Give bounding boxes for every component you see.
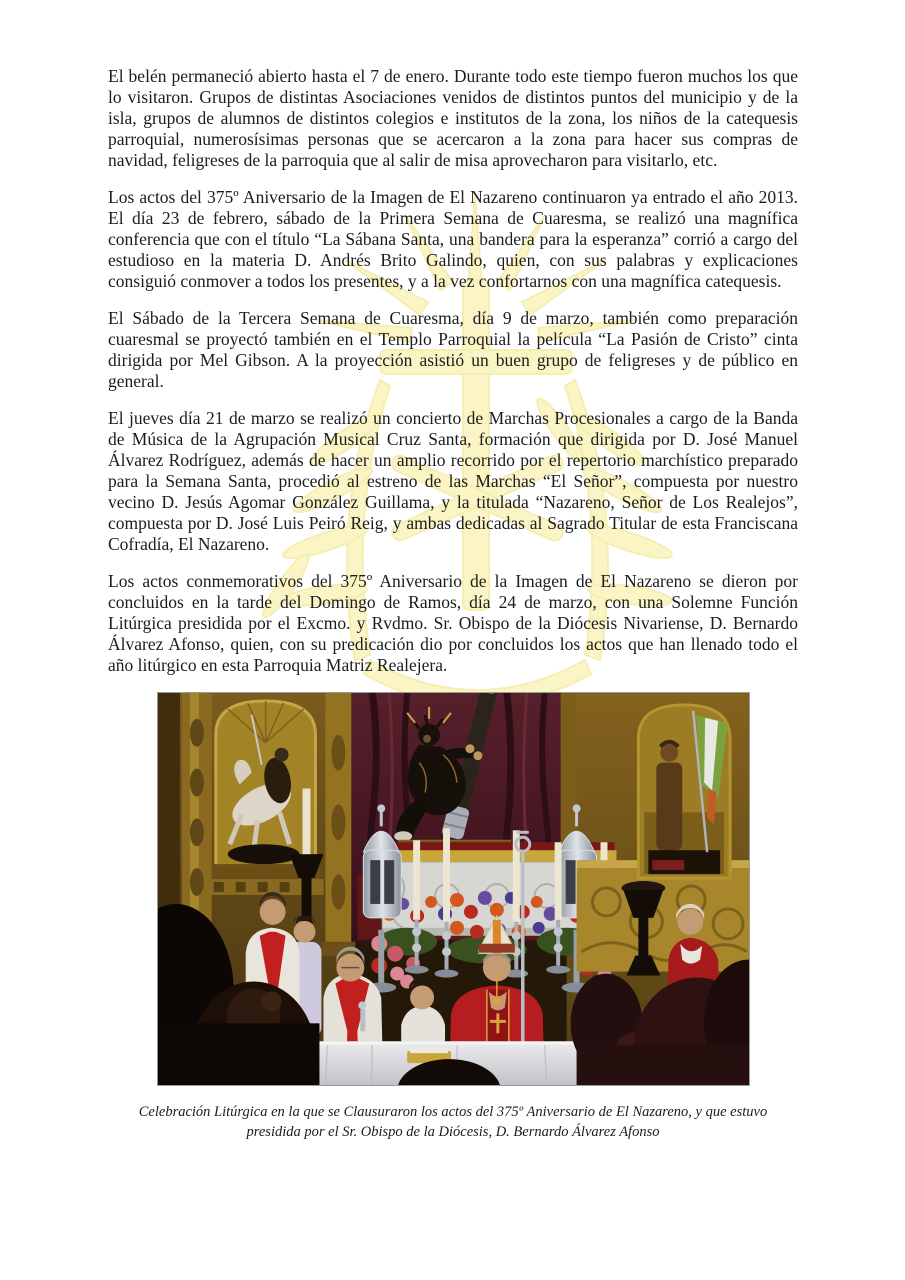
paragraph-conferencia: Los actos del 375º Aniversario de la Imagen de El Nazareno continuaron ya entrado el año 2013. El día 23 de febrero, sábado de la Primera Semana de Cuaresma, se realizó una magnífica conferencia que con el título “La Sábana Santa, una bandera para la esperanza” corrió a cargo del estudioso en la materia D. Andrés Brito Galindo, quien, con sus palabras y explicaciones consiguió conmover a todos los presentes, y a la vez confortarnos con una magnífica catequesis. <box>108 187 798 291</box>
liturgy-photo-figure <box>108 692 798 1142</box>
paragraph-clausura: Los actos conmemorativos del 375º Aniversario de la Imagen de El Nazareno se dieron por concluidos en la tarde del Domingo de Ramos, día 24 de marzo, con una Solemne Función Litúrgica presidida por el Excmo. y Rvdmo. Sr. Obispo de la Diócesis Nivariense, D. Bernardo Álvarez Afonso, quien, con su predicación dio por concluidos los actos que han llenado todo el año litúrgico en esta Parroquia Matriz Realejera. <box>108 571 798 675</box>
right-niche-statue <box>638 705 730 878</box>
liturgy-photo <box>157 692 750 1086</box>
paragraph-pelicula: El Sábado de la Tercera Semana de Cuaresma, día 9 de marzo, también como preparación cuaresmal se proyectó también en el Templo Parroquial la película “La Pasión de Cristo” cinta dirigida por Mel Gibson. A la proyección asistió un buen grupo de feligreses y de público en general. <box>108 308 798 391</box>
document-text-column <box>108 0 798 1142</box>
paragraph-belen: El belén permaneció abierto hasta el 7 de enero. Durante todo este tiempo fueron muchos los que lo visitaron. Grupos de distintas Asociaciones venidos de distintos puntos del municipio y de la isla, grupos de alumnos de distintos colegios e institutos de la zona, los niños de la catequesis parroquial, numerosísimas personas que se acercaron a la zona para hacer sus compras de navidad, feligreses de la parroquia que al salir de misa aprovecharon para visitarlo, etc. <box>108 66 798 170</box>
paragraph-concierto: El jueves día 21 de marzo se realizó un concierto de Marchas Procesionales a cargo de la Banda de Música de la Agrupación Musical Cruz Santa, formación que dirigida por D. José Manuel Álvarez Rodríguez, además de hacer un amplio recorrido por el repertorio marchístico preparado para la Semana Santa, procedió al estreno de las Marchas “El Señor”, compuesta por nuestro vecino D. Jesús Agomar González Guillama, y la titulada “Nazareno, Señor de Los Realejos”, compuesta por D. José Luis Peiró Reig, y ambas dedicadas al Sagrado Titular de esta Franciscana Cofradía, El Nazareno. <box>108 408 798 554</box>
photo-caption: Celebración Litúrgica en la que se Clausuraron los actos del 375º Aniversario de El Nazareno, y que estuvo presidida por el Sr. Obispo de la Diócesis, D. Bernardo Álvarez Afonso <box>138 1104 768 1140</box>
